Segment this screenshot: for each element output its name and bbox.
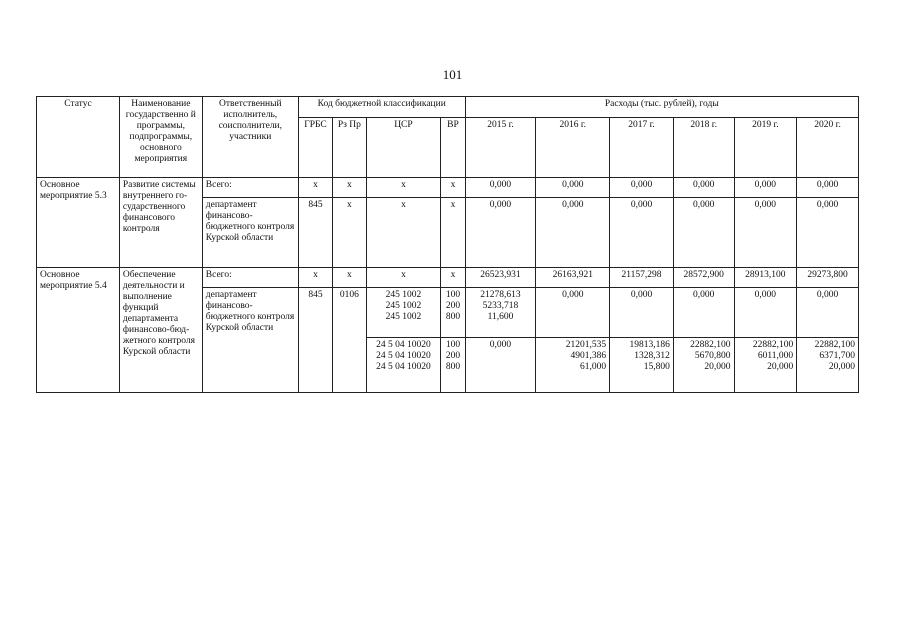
program-name-cell: Развитие системы внутреннего го-сударственного финансового контроля	[119, 178, 202, 268]
value-line: 20,000	[767, 362, 794, 372]
budget-table	[36, 96, 859, 393]
vr-cell: х	[441, 178, 465, 198]
vr-line: 100	[445, 290, 461, 300]
executor-cell: Всего:	[202, 178, 298, 198]
executor-cell: департамент финансово-бюджетного контроля Курской области	[202, 198, 298, 268]
value-cell-2017: 0,000	[610, 288, 674, 338]
value-cell-2018: 0,000	[673, 178, 734, 198]
value-cell-2018	[673, 338, 734, 393]
value-cell-2018: 28572,900	[673, 268, 734, 288]
vr-line: 200	[445, 301, 461, 311]
table-row	[37, 178, 859, 198]
grbs-cell: 845	[298, 288, 332, 393]
value-cell-2017: 0,000	[610, 178, 674, 198]
value-cell-2017: 0,000	[610, 198, 674, 268]
header-year-2015: 2015 г.	[465, 118, 536, 178]
csr-cell	[366, 288, 441, 338]
rzpr-cell: 0106	[333, 288, 366, 393]
value-line: 6371,700	[819, 351, 855, 361]
vr-line: 200	[445, 351, 461, 361]
program-name-cell: Обеспечение деятельности и выполнение функций департамента финансово-бюд-жетного контроля Курской области	[119, 268, 202, 393]
header-vr: ВР	[441, 118, 465, 178]
table-row	[37, 268, 859, 288]
csr-line: 24 5 04 10020	[376, 362, 431, 372]
grbs-cell: 845	[298, 198, 332, 268]
csr-line: 24 5 04 10020	[376, 351, 431, 361]
csr-cell: х	[366, 178, 441, 198]
status-cell: Основное мероприятие 5.3	[37, 178, 120, 268]
value-line: 4901,386	[570, 351, 607, 361]
value-cell-2016	[536, 338, 610, 393]
header-status: Статус	[37, 97, 120, 178]
header-year-2018: 2018 г.	[673, 118, 734, 178]
csr-cell	[366, 338, 441, 393]
value-cell-2015	[465, 288, 536, 338]
value-cell-2017	[610, 338, 674, 393]
value-line: 6011,000	[757, 351, 794, 361]
header-expenses: Расходы (тыс. рублей), годы	[465, 97, 858, 118]
vr-cell	[441, 288, 465, 338]
vr-line: 800	[445, 362, 461, 372]
csr-cell: х	[366, 198, 441, 268]
vr-cell: х	[441, 198, 465, 268]
rzpr-cell: х	[333, 268, 366, 288]
csr-line: 245 1002	[385, 290, 422, 300]
value-cell-2015: 26523,931	[465, 268, 536, 288]
vr-line: 100	[445, 340, 461, 350]
value-line: 22882,100	[752, 340, 794, 350]
value-line: 22882,100	[814, 340, 855, 350]
value-cell-2019: 28913,100	[734, 268, 797, 288]
value-cell-2015: 0,000	[465, 338, 536, 393]
header-grbs: ГРБС	[298, 118, 332, 178]
value-cell-2016: 0,000	[536, 178, 610, 198]
value-cell-2016: 0,000	[536, 198, 610, 268]
vr-cell	[441, 338, 465, 393]
value-line: 20,000	[704, 362, 731, 372]
value-cell-2016: 26163,921	[536, 268, 610, 288]
value-cell-2016: 0,000	[536, 288, 610, 338]
header-year-2016: 2016 г.	[536, 118, 610, 178]
csr-cell: х	[366, 268, 441, 288]
csr-line: 245 1002	[385, 301, 422, 311]
header-row-1	[37, 97, 859, 118]
header-executor: Ответственный исполнитель, соисполнители, участники	[202, 97, 298, 178]
value-cell-2020: 0,000	[797, 198, 859, 268]
value-cell-2019: 0,000	[734, 178, 797, 198]
value-line: 21201,535	[565, 340, 607, 350]
value-cell-2019: 0,000	[734, 288, 797, 338]
csr-line: 24 5 04 10020	[376, 340, 431, 350]
value-cell-2020: 0,000	[797, 288, 859, 338]
rzpr-cell: х	[333, 198, 366, 268]
value-line: 19813,186	[629, 340, 670, 350]
vr-cell: х	[441, 268, 465, 288]
value-cell-2020: 0,000	[797, 178, 859, 198]
header-year-2017: 2017 г.	[610, 118, 674, 178]
value-line: 11,600	[487, 312, 514, 322]
value-cell-2015: 0,000	[465, 178, 536, 198]
value-cell-2019	[734, 338, 797, 393]
rzpr-cell: х	[333, 178, 366, 198]
value-cell-2018: 0,000	[673, 288, 734, 338]
grbs-cell: х	[298, 178, 332, 198]
grbs-cell: х	[298, 268, 332, 288]
header-year-2020: 2020 г.	[797, 118, 859, 178]
value-line: 15,800	[643, 362, 670, 372]
value-cell-2017: 21157,298	[610, 268, 674, 288]
header-rzpr: Рз Пр	[333, 118, 366, 178]
page-number: 101	[442, 67, 463, 82]
executor-cell: Всего:	[202, 268, 298, 288]
value-cell-2018: 0,000	[673, 198, 734, 268]
value-line: 21278,613	[480, 290, 521, 300]
value-cell-2020: 29273,800	[797, 268, 859, 288]
executor-cell: департамент финансово-бюджетного контроля Курской области	[202, 288, 298, 393]
header-csr: ЦСР	[366, 118, 441, 178]
value-line: 1328,312	[634, 351, 670, 361]
value-cell-2015: 0,000	[465, 198, 536, 268]
header-name: Наименование государственно й программы, подпрограммы, основного мероприятия	[119, 97, 202, 178]
header-year-2019: 2019 г.	[734, 118, 797, 178]
status-cell: Основное мероприятие 5.4	[37, 268, 120, 393]
csr-line: 245 1002	[385, 312, 422, 322]
value-cell-2020	[797, 338, 859, 393]
vr-line: 800	[445, 312, 461, 322]
header-budget-code: Код бюджетной классификации	[298, 97, 465, 118]
value-cell-2019: 0,000	[734, 198, 797, 268]
value-line: 5233,718	[482, 301, 519, 311]
value-line: 61,000	[580, 362, 607, 372]
value-line: 20,000	[828, 362, 855, 372]
value-line: 5670,800	[694, 351, 731, 361]
value-line: 22882,100	[690, 340, 731, 350]
